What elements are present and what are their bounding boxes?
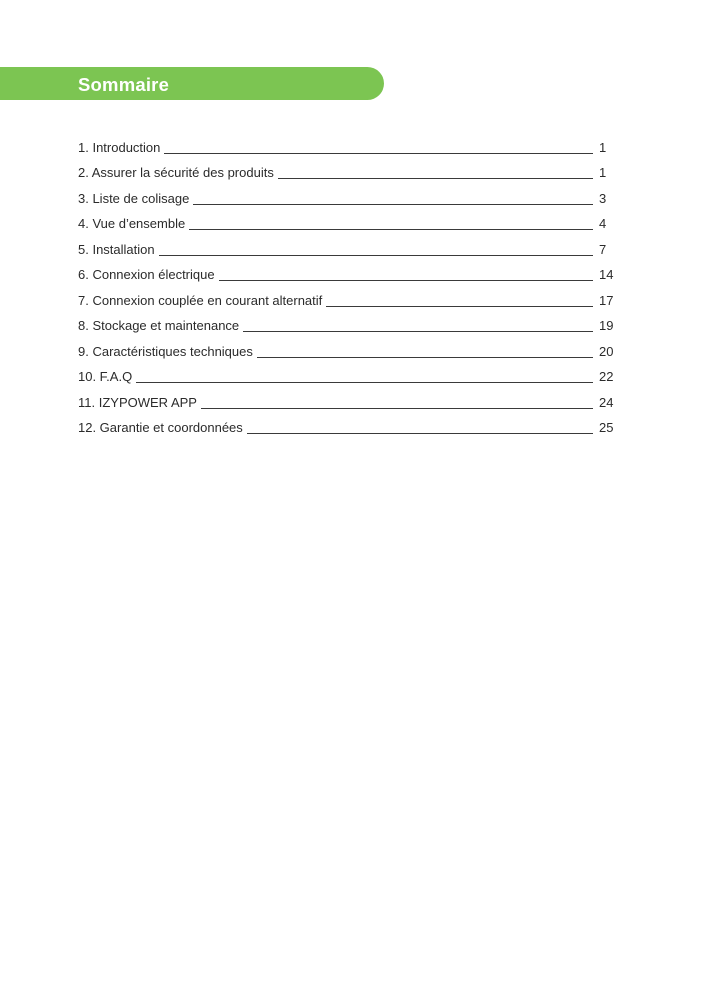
toc-leader-line [159,254,593,256]
toc-entry-storage-maintenance[interactable] [78,310,623,336]
toc-leader-line [278,177,593,179]
toc-leader-line [201,407,593,409]
page-title: Sommaire [78,74,170,95]
section-header-bar [0,67,384,100]
toc-page-number: 24 [599,394,614,410]
toc-leader-line [326,305,593,307]
toc-entry-label: 3. Liste de colisage [78,190,190,206]
toc-entry-warranty-contacts[interactable] [78,412,623,438]
toc-entry-label: 9. Caractéristiques techniques [78,343,253,359]
toc-page-number: 1 [599,165,607,180]
toc-page-number: 3 [599,190,607,206]
toc-entry-label: 2. Assurer la sécurité des produits [78,165,274,180]
toc-leader-line [136,381,593,383]
toc-page-number: 20 [599,343,614,359]
toc-entry-label: 5. Installation [78,241,155,257]
toc-leader-line [247,432,593,434]
toc-page-number: 22 [599,369,614,384]
toc-page-number: 14 [599,267,614,282]
toc-page-number: 19 [599,318,614,333]
toc-entry-packing-list[interactable] [78,182,623,208]
toc-leader-line [243,330,593,332]
toc-leader-line [257,356,593,358]
toc-entry-label: 11. IZYPOWER APP [78,394,197,410]
toc-entry-label: 7. Connexion couplée en courant alternatif [78,292,323,308]
toc-leader-line [193,203,593,205]
toc-page-number: 1 [599,139,607,155]
toc-entry-label: 1. Introduction [78,139,161,155]
toc-page-number: 17 [599,292,614,308]
toc-leader-line [164,152,593,154]
toc-entry-faq[interactable] [78,361,623,387]
toc-entry-label: 12. Garantie et coordonnées [78,420,243,435]
table-of-contents [78,131,623,437]
toc-entry-product-safety[interactable] [78,157,623,183]
toc-page-number: 7 [599,241,607,257]
toc-entry-electrical-connection[interactable] [78,259,623,285]
toc-entry-app[interactable] [78,386,623,412]
toc-entry-introduction[interactable] [78,131,623,157]
toc-entry-installation[interactable] [78,233,623,259]
toc-leader-line [189,228,593,230]
toc-entry-label: 6. Connexion électrique [78,267,215,282]
toc-page-number: 25 [599,420,614,435]
toc-entry-ac-coupled-connection[interactable] [78,284,623,310]
toc-entry-label: 10. F.A.Q [78,369,133,384]
toc-page-number: 4 [599,216,607,231]
toc-leader-line [219,279,593,281]
toc-entry-label: 8. Stockage et maintenance [78,318,240,333]
toc-entry-overview[interactable] [78,208,623,234]
toc-entry-technical-specs[interactable] [78,335,623,361]
toc-entry-label: 4. Vue d’ensemble [78,216,186,231]
